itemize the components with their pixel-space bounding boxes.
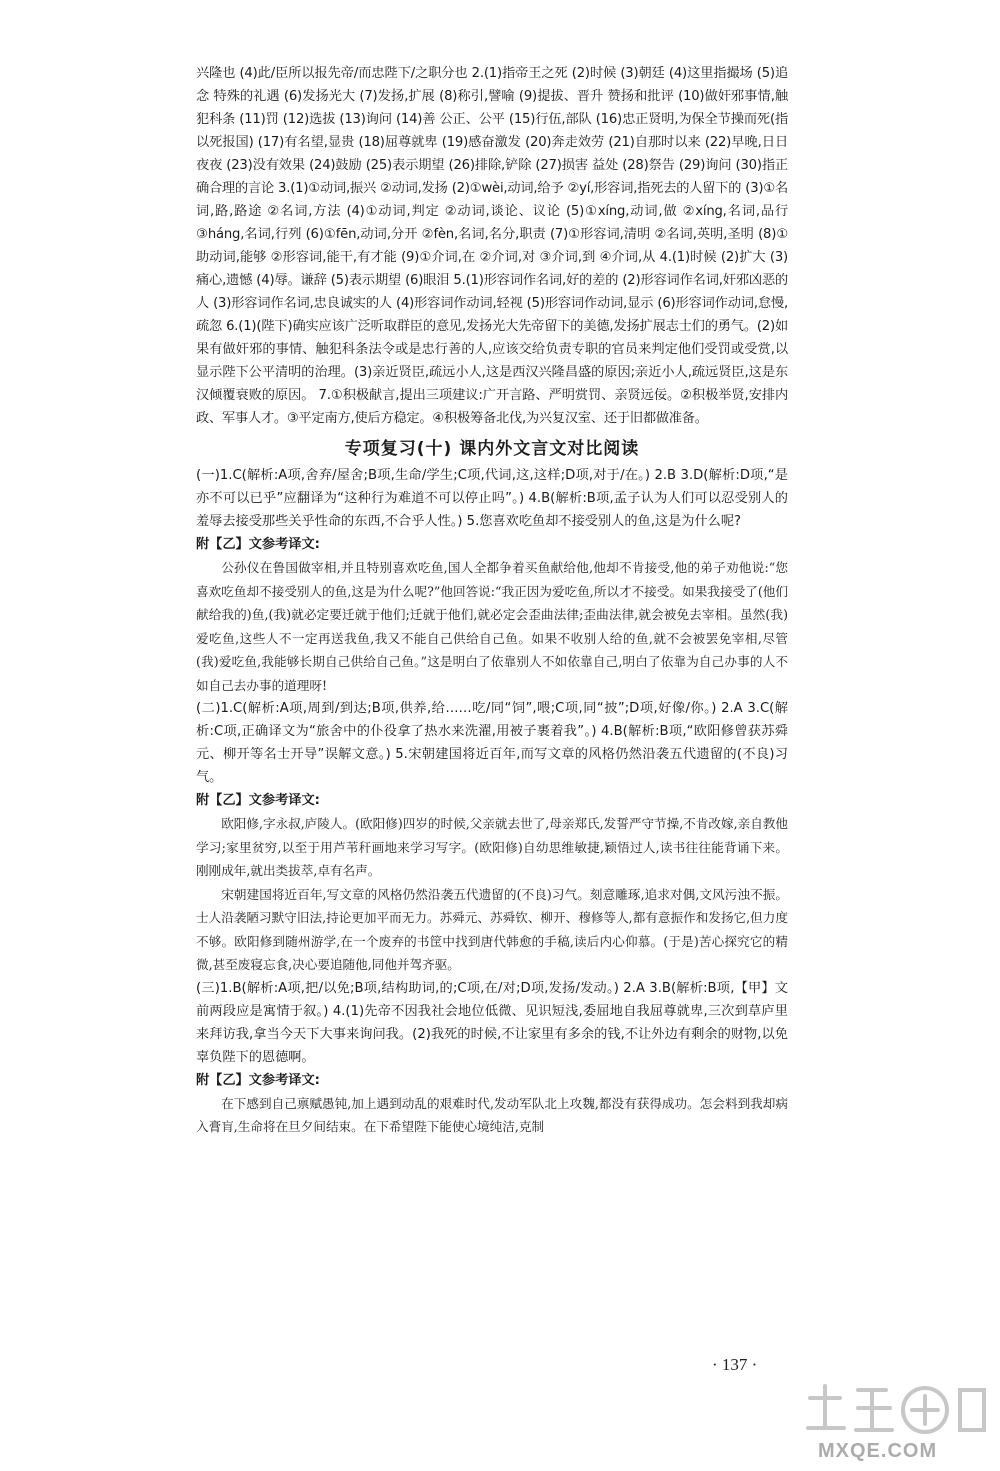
translation-3: 在下感到自己禀赋愚钝,加上遇到动乱的艰难时代,发动军队北上攻魏,都没有获得成功。怎会料到我却病入膏肓,生命将在旦夕间结束。在下希望陛下能使心境纯洁,克制 — [196, 1095, 788, 1134]
appendix-label-2: 附【乙】文参考译文: — [196, 793, 320, 808]
translation-2a: 欧阳修,字永叔,庐陵人。(欧阳修)四岁的时候,父亲就去世了,母亲郑氏,发誓严守节操,不肯改嫁,亲自教他学习;家里贫穷,以至于用芦苇秆画地来学习写字。(欧阳修)自幼思维敏捷,颖悟过人,读书往往能背诵下来。刚刚成年,就出类拔萃,卓有名声。 — [196, 816, 788, 878]
translation-2b: 宋朝建国将近百年,写文章的风格仍然沿袭五代遗留的(不良)习气。刻意雕琢,追求对偶,文风污浊不振。士人沿袭陋习默守旧法,持论更加平而无力。苏舜元、苏舜钦、柳开、穆修等人,都有意振作和发扬它,但力度不够。欧阳修到随州游学,在一个废弃的书筐中找到唐代韩愈的手稿,读后内心仰慕。(于是)苦心探究它的精微,甚至废寝忘食,决心要追随他,同他并驾齐驱。 — [196, 886, 788, 972]
answers-group-1: (一)1.C(解析:A项,舍弃/屋舍;B项,生命/学生;C项,代词,这,这样;D项,对于/在。) 2.B 3.D(解析:D项,“是亦不可以已乎”应翻译为“这种行为难道不可以停止吗”。) 4.B(解析:B项,孟子认为人们可以忍受别人的羞辱去接受那些关乎性命的东西,不合乎人性。) 5.您喜欢吃鱼却不接受别人的鱼,这是为什么呢? — [196, 468, 788, 529]
page-number: · 137 · — [712, 1355, 758, 1374]
answers-group-3: (三)1.B(解析:A项,把/以免;B项,结构助词,的;C项,在/对;D项,发扬/发动。) 2.A 3.B(解析:B项,【甲】文前两段应是寓情于叙。) 4.(1)先帝不因我社会地位低微、见识短浅,委屈地自我屈尊就卑,三次到草庐里来拜访我,拿当今天下大事来询问我。(2)我死的时候,不让家里有多余的钱,不让外边有剩余的财物,以免辜负陛下的恩德啊。 — [196, 980, 788, 1065]
appendix-label-1: 附【乙】文参考译文: — [196, 537, 320, 552]
section-title: 专项复习(十) 课内外文言文对比阅读 — [344, 439, 640, 459]
watermark-text: MXQE.COM — [818, 1440, 938, 1462]
translation-1: 公孙仪在鲁国做宰相,并且特别喜欢吃鱼,国人全都争着买鱼献给他,他却不肯接受,他的弟子劝他说:“您喜欢吃鱼却不接受别人的鱼,这是为什么呢?”他回答说:“我正因为爱吃鱼,所以才不接受。如果我接受了(他们献给我的)鱼,(我)就必定要迁就于他们;迁就于他们,就必定会歪曲法律;歪曲法律,就会被免去宰相。虽然(我)爱吃鱼,这些人不一定再送我鱼,我又不能自己供给自己鱼。如果不收别人给的鱼,就不会被罢免宰相,尽管(我)爱吃鱼,我能够长期自己供给自己鱼。”这是明白了依靠别人不如依靠自己,明白了依靠为自己办事的人不如自己去办事的道理呀! — [196, 560, 788, 693]
appendix-label-3: 附【乙】文参考译文: — [196, 1072, 320, 1088]
answers-group-2: (二)1.C(解析:A项,周到/到达;B项,供养,给……吃/同“饲”,喂;C项,同“披”;D项,好像/你。) 2.A 3.C(解析:C项,正确译文为“旅舍中的仆役拿了热水来洗濯,用被子裹着我”。) 4.B(解析:B项,“欧阳修曾获苏舜元、柳开等名士开导”误解文意。) 5.宋朝建国将近百年,而写文章的风格仍然沿袭五代遗留的(不良)习气。 — [196, 701, 788, 785]
answers-part-1: 兴隆也 (4)此/臣所以报先帝/而忠陛下/之职分也 2.(1)指帝王之死 (2)时候 (3)朝廷 (4)这里指撮场 (5)追念 特殊的礼遇 (6)发扬光大 (7)发扬,扩展 (8)称引,譬喻 (9)提拔、晋升 赞扬和批评 (10)做奸邪事情,触犯科条 (11)罚 (12)选拔 (13)询问 (14)善 公正、公平 (15)行伍,部队 (16)忠正贤明,为保全节操而死(指以死报国) (17)有名望,显贵 (18)屈尊就卑 (19)感奋激发 (20)奔走效劳 (21)自那时以来 (22)早晚,日日夜夜 (23)没有效果 (24)鼓励 (25)表示期望 (26)排除,铲除 (27)损害 益处 (28)祭告 (29)询问 (30)指正确合理的言论 3.(1)①动词,振兴 ②动词,发扬 (2)①wèi,动词,给予 ②yí,形容词,指死去的人留下的 (3)①名词,路,路途 ②名词,方法 (4)①动词,判定 ②动词,谈论、议论 (5)①xíng,动词,做 ②xíng,名词,品行 ③háng,名词,行列 (6)①fēn,动词,分开 ②fèn,名词,名分,职责 (7)①形容词,清明 ②名词,英明,圣明 (8)①助动词,能够 ②形容词,能干,有才能 (9)①介词,在 ②介词,对 ③介词,到 ④介词,从 4.(1)时候 (2)扩大 (3)痛心,遗憾 (4)辱。谦辞 (5)表示期望 (6)眼泪 5.(1)形容词作名词,好的差的 (2)形容词作名词,奸邪凶恶的人 (3)形容词作名词,忠良诚实的人 (4)形容词作动词,轻视 (5)形容词作动词,显示 (6)形容词作动词,怠慢,疏忽 6.(1)(陛下)确实应该广泛听取群臣的意见,发扬光大先帝留下的美德,发扬扩展志士们的勇气。(2)如果有做奸邪的事情、触犯科条法令或是忠行善的人,应该交给负责专职的官员来判定他们受罚或受赏,以显示陛下公平清明的治理。(3)亲近贤臣,疏远小人,这是西汉兴隆昌盛的原因;亲近小人,疏远贤臣,这是东汉倾覆衰败的原因。 7.①积极献言,提出三项建议:广开言路、严明赏罚、亲贤远佞。②积极举贤,安排内政、军事人才。③平定南方,使后方稳定。④积极筹备北伐,为兴复汉室、还于旧都做准备。 — [196, 66, 788, 426]
answer-page — [196, 62, 788, 1139]
